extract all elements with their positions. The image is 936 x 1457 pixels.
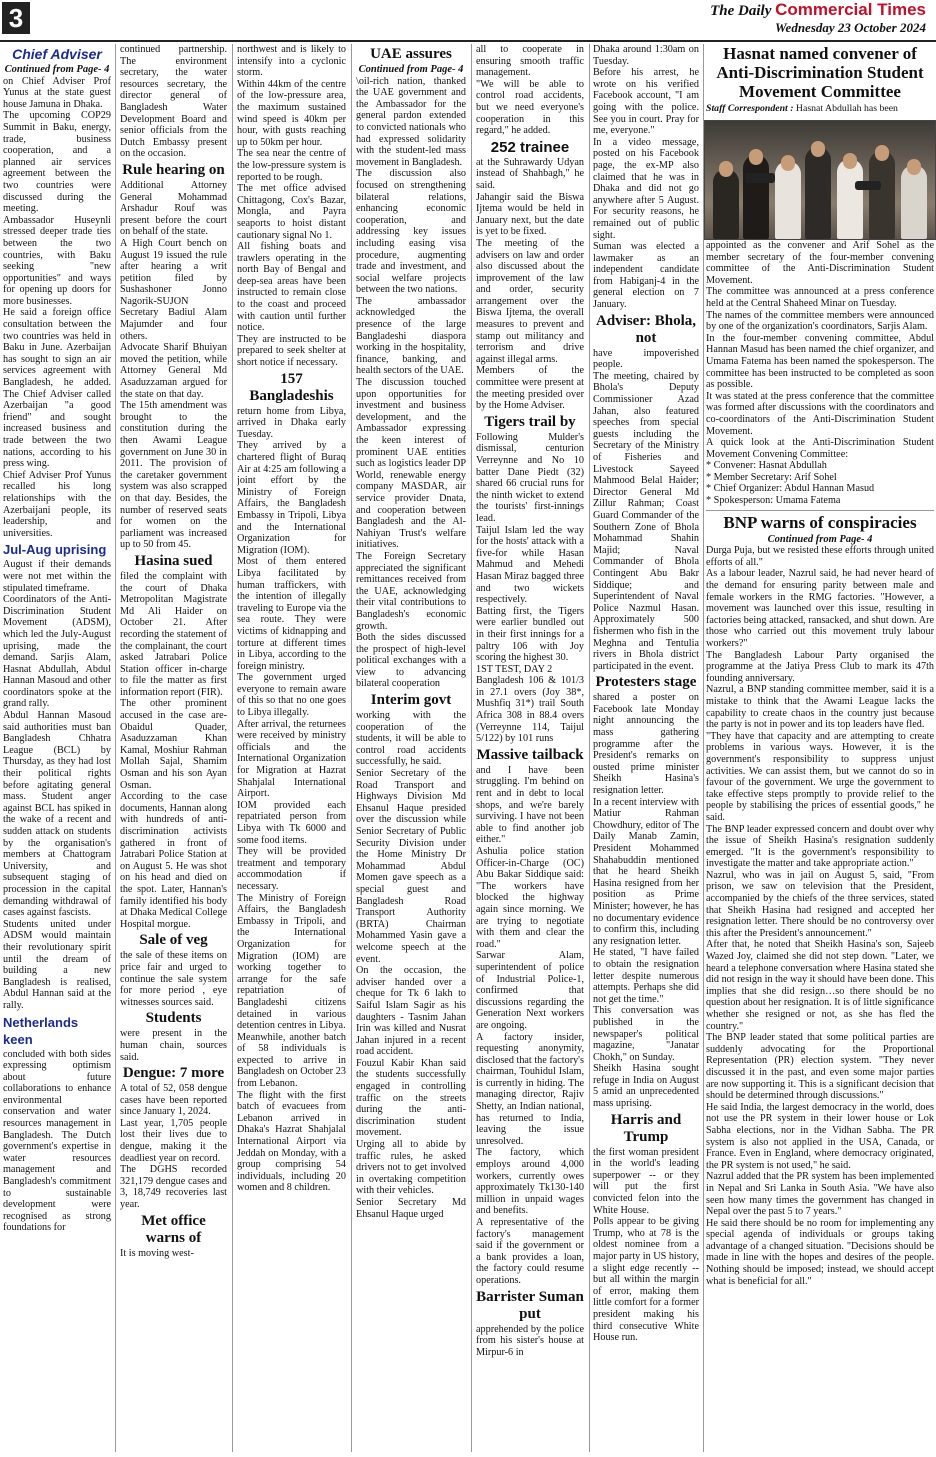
- section-divider: [706, 510, 934, 511]
- photo-face: [907, 159, 921, 175]
- paragraph: Senior Secretary of the Road Transport and Highways Division Md Ehsanul Haque presided over the discussion while Senior Secretary of Public Security Division under the Home Ministry Dr Mohammad Abdul Momen gave speech as a special guest and Bangladesh Road Transport Authority (BRTA) Chairman Mohammed Yasin gave a welcome speech at the event.: [356, 768, 466, 965]
- photo-figure: [775, 161, 801, 239]
- photo-figure: [713, 169, 739, 239]
- paragraph: The sea near the centre of the low-pressure system is reported to be rough.: [237, 148, 346, 183]
- paragraph: Additional Attorney General Mohammad Arshadur Rouf was present before the court on behalf of the state.: [120, 179, 227, 238]
- continued-label: Continued from Page- 4: [4, 64, 110, 75]
- headline-chief-adviser: Chief Adviser: [12, 46, 102, 62]
- paragraph: Bangladesh 106 & 101/3 in 27.1 overs (Joy 38*, Mushfiq 31*) trail South Africa 308 in 88.4 overs (Verreynne 114, Taijul 5/122) by 101 runs: [476, 675, 584, 745]
- paragraph: He said India, the largest democracy in the world, does not use the PR system in their lower house or Lok Sabha elections, nor in the Vidhan Sabha. The PR system is also not applied in the USA, Canada, or France. Even in England, where democracy originated, the PR system is not used," he said.: [706, 1101, 934, 1171]
- headline-sale-of-veg: Sale of veg: [139, 932, 208, 949]
- paragraph: It is moving west-: [120, 1247, 194, 1259]
- column-rule: [471, 44, 472, 1452]
- headline-students: Students: [145, 1010, 202, 1027]
- continued-label: Continued from Page- 4: [767, 533, 873, 545]
- paragraph: Nazrul added that the PR system has been implemented in Nepal and Sri Lanka in South Asia. "We have also seen how many times the government has changed in Nepal over the past 5 to 7 years.": [706, 1171, 934, 1218]
- paragraph: Sheikh Hasina sought refuge in India on August 5 amid an unprecedented mass uprising.: [593, 1063, 699, 1110]
- column-6: [593, 44, 699, 1452]
- column-5: [476, 44, 584, 1452]
- headline-barrister-suman: Barrister Suman put: [476, 1288, 584, 1322]
- paragraph: After arrival, the returnees were received by ministry officials and the International Organization for Migration at Hazrat Shahjalal International Airport.: [237, 718, 346, 800]
- paragraph: IOM provided each repatriated person from Libya with Tk 6000 and some food items.: [237, 799, 346, 846]
- paragraph: "We will be able to control road accidents, but we need everyone's cooperation in this regard," he added.: [476, 78, 584, 137]
- paragraph: A representative of the factory's management said if the government or a bank provides a loan, the factory could resume operations.: [476, 1217, 584, 1286]
- paragraph: After that, he noted that Sheikh Hasina's son, Sajeeb Wazed Joy, claimed she did not step down. "Later, we heard a telephone conversation where Hasina stated she did not resign in the way it should have been done. This implies that she did resign…so there should be no question about her resignation. It is of little significance whether she resigned or not, as she has fled the country.": [706, 939, 934, 1032]
- paragraph: He said a foreign office consultation between the two countries was held in Baku in June. Azerbaijan has sought to sign an air services agreement with Bangladesh, he added. The Chief Adviser called Azerbaijan "a good friend" and sought increased business and trade between the two nations, according to his press wing.: [3, 307, 111, 470]
- paragraph: As a labour leader, Nazrul said, he had never heard of the demand for ensuring parity between male and female workers in the RMG factories. "However, a movement was launched over this issue, resulting in factories being attacked, ransacked, and shut down. Are those who carried out this movement truly labour workers?": [706, 568, 934, 649]
- column-rule: [232, 44, 233, 1452]
- paragraph: Following Mulder's dismissal, centurion Verreynne and No 10 batter Dane Piedt (32) shared 66 crucial runs for the ninth wicket to extend the tourists' first-innings lead.: [476, 431, 584, 524]
- paragraph: Nazrul, a BNP standing committee member, said it is a mistake to think that the Awami League lacks the capability to create chaos in the country just because the party is not in power and its top leaders have fled.: [706, 684, 934, 731]
- paragraph: The discussion touched upon opportunities for investment and business development, and the Ambassador expressing the keen interest of prominent UAE entities such as logistics leader DP World, renewable energy company MASDAR, air service provider Dnata, and cooperation between Bangladesh and the Al-Nahiyan Trust's welfare initiatives.: [356, 377, 466, 551]
- paper-name: [710, 0, 926, 20]
- paragraph: The names of the committee members were announced by one of the organization's coordinators, Sarjis Alam.: [706, 309, 934, 333]
- column-rule: [115, 44, 116, 1452]
- paragraph: Fouzul Kabir Khan said the students successfully engaged in controlling traffic on the streets during the anti-discrimination student movement.: [356, 1057, 466, 1139]
- column-rule: [703, 44, 704, 1452]
- paragraph: Polls appear to be giving Trump, who at 78 is the oldest nominee from a major party in US history, a slight edge recently -- but all within the margin of error, making them little comfort for a former president making his third consecutive White House run.: [593, 1216, 699, 1344]
- headline-protesters-stage: Protesters stage: [595, 674, 697, 691]
- photo-figure: [901, 165, 927, 239]
- photo-face: [719, 161, 733, 177]
- photo-face: [875, 145, 889, 161]
- paragraph: working with the cooperation of the students, it will be able to control road accidents successfully, he said.: [356, 710, 466, 768]
- masthead: [0, 0, 936, 42]
- paragraph: Suman was elected a lawmaker as an independent candidate from Habiganj-4 in the general election on 7 January.: [593, 241, 699, 311]
- paragraph: The other prominent accused in the case are-Obaidul Quader, Asaduzzaman Khan Kamal, Moshiur Rahman Mollah Sajal, Shamim Osman and his son Ayan Osman.: [120, 698, 227, 791]
- paragraph: Within 44km of the centre of the low-pressure area, the maximum sustained wind speed is 40km per hour, with gusts reaching up to 50km per hour.: [237, 78, 346, 148]
- paragraph: all to cooperate in ensuring smooth traffic management.: [476, 44, 584, 79]
- paragraph: concluded with both sides expressing optimism about future collaborations to enhance environmental conservation and water resources management in Bangladesh. The Dutch government's expertise in water resources management and Bangladesh's commitment to sustainable development were recognised as strong foundations for: [3, 1048, 111, 1234]
- list-item: * Convener: Hasnat Abdullah: [706, 460, 827, 472]
- photo-figure: [837, 159, 863, 239]
- paragraph: In the four-member convening committee, Abdul Hannan Masud has been named the chief organizer, and Umama Fatema has been named the spokesperson. The committee has been instructed to be completed as soon as possible.: [706, 332, 934, 391]
- paragraph: A High Court bench on August 19 issued the rule after hearing a writ petition filed by Sushashoner Jonno Nagorik-SUJON Secretary Badiul Alam Majumder and four others.: [120, 237, 227, 342]
- column-2: [120, 44, 227, 1452]
- paragraph: He said there should be no room for implementing any special agenda of individuals or groups taking advantage of a changed situation. "Decisions should be made in line with the hopes and desires of the people. Nothing should be imposed; instead, we should accept what is beneficial for all.": [706, 1217, 934, 1287]
- headline-252-trainee: 252 trainee: [490, 138, 570, 156]
- hasnat-article-body: [706, 240, 934, 1452]
- paragraph: It was stated at the press conference that the committee was formed after discussions with the coordinators and co-coordinators of the Anti-Discrimination Student Movement.: [706, 390, 934, 437]
- paragraph: They will be provided treatment and temporary accommodation if necessary.: [237, 846, 346, 892]
- headline-harris-trump: Harris and Trump: [610, 1111, 682, 1145]
- paragraph: All fishing boats and trawlers operating in the north Bay of Bengal and deep-sea areas have been instructed to remain close to the coast and proceed with caution until further notice.: [237, 241, 346, 334]
- paragraph: Urging all to abide by traffic rules, he asked drivers not to get involved in overtaking competition with their vehicles.: [356, 1139, 466, 1197]
- paragraph: Dhaka around 1:30am on Tuesday.: [593, 44, 699, 67]
- headline-jul-aug-uprising: Jul-Aug uprising: [3, 542, 107, 558]
- paragraph: Durga Puja, but we resisted these efforts through united efforts of all.": [706, 545, 934, 568]
- column-rule: [589, 44, 590, 1452]
- photo-figure: [743, 155, 769, 239]
- continued-label: Continued from Page- 4: [358, 64, 464, 75]
- headline-massive-tailback: Massive tailback: [476, 746, 584, 763]
- paragraph: Abdul Hannan Masoud said authorities must ban Bangladesh Chhatra League (BCL) by Thursday, as they had lost their political rights before agitating general mass. Student anger against BCL has spiked in the wake of a recent and sudden attack on students by the organisation's members at Chattogram University, and subsequent staging of procession in the capital demanding withdrawal of cases against fascists.: [3, 710, 111, 919]
- list-item: * Spokesperson: Umama Fatema: [706, 495, 841, 507]
- paragraph: The committee was announced at a press conference held at the Central Shaheed Minar on Tuesday.: [706, 286, 934, 309]
- photo-face: [843, 153, 857, 169]
- paragraph: They arrived by a chartered flight of Buraq Air at 4:25 am following a joint effort by the Ministry of Foreign Affairs, the Bangladesh Embassy in Tripoli, Libya and the International Organization for Migration (IOM).: [237, 440, 346, 556]
- paragraph: Most of them entered Libya facilitated by human traffickers, with the intention of illegally traveling to Europe via the sea route. They were victims of kidnapping and torture at different times in Libya, according to the foreign ministry.: [237, 556, 346, 672]
- headline-hasina-sued: Hasina sued: [134, 552, 213, 569]
- paragraph: The 15th amendment was brought to the constitution during the then Awami League government on June 30 in 2011. The provision of the caretaker government system was also scrapped on that day. Besides, the number of reserved seats for women on the parliament was increased up to 50 from 45.: [120, 400, 227, 551]
- paper-name-prefix: The Daily: [710, 3, 772, 19]
- news-photo: [704, 120, 936, 240]
- microphone-icon: [855, 181, 881, 190]
- paragraph: The Ministry of Foreign Affairs, the Bangladesh Embassy in Tripoli, and the International Organization for Migration (IOM) are working together to arrange for the safe repatriation of Bangladeshi citizens detained in various detention centres in Libya.: [237, 892, 346, 1032]
- paragraph: In a recent interview with Matiur Rahman Chowdhury, editor of The Daily Manab Zamin, President Mohammed Shahabuddin mentioned that he heard Sheikh Hasina resigned from her position as Prime Minister; however, he has no documentary evidence to confirm this, including any resignation letter.: [593, 796, 699, 947]
- list-item: * Member Secretary: Arif Sohel: [706, 471, 837, 483]
- paragraph: The upcoming COP29 Summit in Baku, energy, trade, business cooperation, and a planned air services agreement between the two countries were discussed during the meeting.: [3, 110, 111, 215]
- paragraph: Chief Adviser Prof Yunus recalled his long relationships with the Azerbaijani people, its leadership, and universities.: [3, 469, 111, 539]
- paragraph: The BNP leader expressed concern and doubt over why the issue of Sheikh Hasina's resignation suddenly emerged. "It is the government's responsibility to investigate the matter and take appropriate action.": [706, 823, 934, 870]
- paragraph: Students united under ADSM would maintain their revolutionary spirit until the dream of building a new Bangladesh is realised, Abdul Hannan said at the rally.: [3, 918, 111, 1011]
- paragraph: Last year, 1,705 people lost their lives due to dengue, making it the deadliest year on record.: [120, 1117, 227, 1164]
- photo-figure: [869, 151, 895, 239]
- paragraph: According to the case documents, Hannan along with hundreds of anti-discrimination activists gathered in front of Jatrabari Police Station at on August 5. He was shot on his head and died on the spot. Later, Hannan's family identified his body at Dhaka Medical College Hospital morgue.: [120, 791, 227, 930]
- photo-face: [749, 149, 763, 165]
- headline-interim-govt: Interim govt: [370, 692, 452, 709]
- paragraph: Taijul Islam led the way for the hosts' attack with a five-for while Hasan Mahmud and Mehedi Hasan Miraz bagged three and two wickets respectively.: [476, 524, 584, 606]
- headline-bnp-warns: BNP warns of conspiracies: [723, 512, 917, 532]
- paragraph: The discussion also focused on strengthening bilateral relations, enhancing economic cooperation, and addressing key issues including easing visa procedure, augmenting trade and investment, and social welfare projects between the two nations.: [356, 168, 466, 296]
- paragraph: \oil-rich nation, thanked the UAE government and the Ambassador for the general pardon extended to convicted nationals who had expressed solidarity with the student-led mass movement in Bangladesh.: [356, 75, 466, 168]
- paragraph: the first woman president in the world's leading superpower -- or they will put the first convicted felon into the White House.: [593, 1146, 699, 1216]
- paragraph: have impoverished people.: [593, 347, 699, 371]
- paragraph: Advocate Sharif Bhuiyan moved the petition, while Attorney General Md Asaduzzaman argued for the state on that day.: [120, 342, 227, 400]
- paragraph: The flight with the first batch of evacuees from Lebanon arrived in Dhaka's Hazrat Shahjalal International Airport via Jeddah on Monday, with a group comprising 54 individuals, including 20 women and 8 children.: [237, 1089, 346, 1194]
- microphone-icon: [745, 173, 775, 183]
- paragraph: Nazrul, who was in jail on August 5, said, "From prison, we saw on television that the President, accompanied by the chiefs of the three services, stated that Sheikh Hasina had resigned and accepted her resignation letter. There should be no controversy over this after the President's announcement.": [706, 869, 934, 939]
- paragraph: return home from Libya, arrived in Dhaka early Tuesday.: [237, 405, 346, 440]
- paragraph: This conversation was published in the newspaper's political magazine, "Janatar Chokh," on Sunday.: [593, 1005, 699, 1063]
- paragraph: The DGHS recorded 321,179 dengue cases and 3, 18,749 recoveries last year.: [120, 1164, 227, 1211]
- paragraph: apprehended by the police from his sister's house at Mirpur-6 in: [476, 1323, 584, 1358]
- paragraph: The Bangladesh Labour Party organised the programme at the Jatiya Press Club to mark its 47th founding anniversary.: [706, 649, 934, 684]
- paragraph: and I have been struggling. I'm behind on rent and in debt to local shops, and we're barely surviving. I have not been able to find another job either.": [476, 764, 584, 846]
- paragraph: appointed as the convener and Arif Sohel as the member secretary of the four-member convening committee of the Anti-Discrimination Student Movement.: [706, 240, 934, 286]
- paragraph: continued partnership. The environment secretary, the water resources secretary, the director general of Bangladesh Water Development Board and senior officials from the Dutch Embassy present on the occasion.: [120, 44, 227, 160]
- photo-face: [781, 155, 795, 171]
- paragraph: The BNP leader stated that some political parties are suddenly advocating for the Proportional Representation (PR) election system. "They never discussed it in the past, and even some major parties are now supporting it. This is a significant decision that should be determined through discussions.": [706, 1032, 934, 1102]
- paragraph: Jahangir said the Biswa Ijtema would be held in January next, but the date is yet to be fixed.: [476, 191, 584, 238]
- byline-label: Staff Correspondent :: [706, 103, 794, 114]
- paragraph: The Foreign Secretary appreciated the significant remittances received from the UAE, acknowledging their vital contributions to Bangladesh's economic growth.: [356, 550, 466, 632]
- headline-met-office: Met office warns of: [141, 1212, 206, 1246]
- paragraph: The government urged everyone to remain aware of this so that no one goes to Libya illegally.: [237, 672, 346, 719]
- column-3: [237, 44, 346, 1452]
- hasnat-article-top: [706, 44, 934, 115]
- page-number: 3: [2, 2, 30, 34]
- paragraph: The meeting of the advisers on law and order also discussed about the improvement of the law and order, security arrangement over the Biswa Ijtema, the overall measures to prevent and stamp out militancy and terrorism and drive against illegal arms.: [476, 237, 584, 365]
- headline-tigers-trail: Tigers trail by: [484, 413, 576, 430]
- photo-face: [811, 141, 825, 157]
- paragraph: On the occasion, the adviser handed over a cheque for Tk 6 lakh to Saiful Islam Sagir as his daughters - Tasnim Jahan Irin was killed and Nusrat Jahan injured in a recent road accident.: [356, 965, 466, 1058]
- paragraph: The meeting, chaired by Bhola's Deputy Commissioner Azad Jahan, also featured speeches from special guests including the Secretary of the Ministry of Fisheries and Livestock Sayeed Mahmood Belal Haider; Director General Md Zillur Rahman; Coast Guard Commander of the Southern Zone of Bhola Mohammad Shahin Majid; Naval Commander of Bhola Contingent Abu Bakr Siddique; and Superintendent of Naval Police Nazmul Hasan. Approximately 500 fishermen who fish in the Meghna and Tentulia rivers in Bhola district participated in the event.: [593, 370, 699, 672]
- issue-date: Wednesday 23 October 2024: [774, 20, 926, 35]
- lead-start: Hasnat Abdullah has been: [795, 103, 898, 114]
- column-rule: [351, 44, 352, 1452]
- headline-uae-assures: UAE assures: [370, 46, 452, 62]
- paragraph: the sale of these items on price fair and urged to continue the sale system for more period , eye witnesses sources said.: [120, 950, 227, 1008]
- paragraph: were present in the human chain, sources said.: [120, 1028, 227, 1063]
- headline-adviser-bhola: Adviser: Bhola, not: [595, 312, 696, 346]
- paragraph: filed the complaint with the court of Dhaka Metropolitan Magistrate Md Ali Haider on October 21. After recording the statement of the complainant, the court asked Jatrabari Police Station officer in-charge to file the matter as first information report (FIR).: [120, 570, 227, 698]
- paragraph: Coordinators of the Anti-Discrimination Student Movement (ADSM), which led the July-August uprising, made the demand. Sarjis Alam, Hasnat Abdullah, Abdul Hannan Masoud and other coordinators spoke at the grand rally.: [3, 594, 111, 710]
- paragraph: at the Suhrawardy Udyan instead of Shahbagh," he said.: [476, 156, 584, 191]
- paragraph: The met office advised Chittagong, Cox's Bazar, Mongla, and Payra seaports to hoist distant cautionary signal No 1.: [237, 183, 346, 241]
- masthead-right: [710, 0, 926, 36]
- paragraph: The factory, which employs around 4,000 workers, currently owes approximately Tk130-140 million in unpaid wages and benefits.: [476, 1147, 584, 1217]
- paragraph: A total of 52, 058 dengue cases have been reported since January 1, 2024.: [120, 1083, 227, 1118]
- paper-name-main: Commercial Times: [775, 0, 926, 19]
- paragraph: shared a poster on Facebook late Monday night announcing the mass gathering programme after the President's remarks on ousted prime minister Sheikh Hasina's resignation letter.: [593, 692, 699, 797]
- paragraph: The ambassador acknowledged the presence of the large Bangladeshi diaspora working in the hospitality, finance, banking, and health sectors of the UAE.: [356, 295, 466, 377]
- column-4: [356, 44, 466, 1452]
- headline-dengue: Dengue: 7 more: [122, 1065, 225, 1082]
- paragraph: Ambassador Huseynli stressed deeper trade ties between the two countries, with Baku seeking "new opportunities" and ways for opening up doors for more businesses.: [3, 214, 111, 307]
- paragraph: They are instructed to be prepared to seek shelter at short notice if necessary.: [237, 333, 346, 369]
- byline-row: [706, 103, 934, 115]
- paragraph: 1ST TEST, DAY 2: [476, 663, 553, 675]
- paragraph: Meanwhile, another batch of 58 individuals is expected to arrive in Bangladesh on October 23 from Lebanon.: [237, 1031, 346, 1090]
- paragraph: Members of the committee were present at the meeting presided over by the Home Adviser.: [476, 365, 584, 412]
- list-item: * Chief Organizer: Abdul Hannan Masud: [706, 483, 875, 495]
- paragraph: "They have that capacity and are attempting to create problems in various ways. However, it is the government's responsibility to suppress unjust activities. We can assist them, but we cannot do so in favour of the government. We urge the government to take effective steps promptly to provide relief to the people by stabilising the prices of essential goods," he said.: [706, 730, 934, 823]
- paragraph: A factory insider, requesting anonymity, disclosed that the factory's chairman, Touhidul Islam, is currently in hiding. The managing director, Rajiv Shetty, an Indian national, has returned to India, leaving the issue unresolved.: [476, 1031, 584, 1147]
- paragraph: Ashulia police station Officer-in-Charge (OC) Abu Bakar Siddique said: "The workers have blocked the highway again since morning. We are trying to negotiate with them and clear the road.": [476, 846, 584, 950]
- paragraph: In a video message, posted on his Facebook page, the ex-MP also claimed that he was in Dhaka and did not go anywhere after 5 August. For security reasons, he remained out of public sight.: [593, 136, 699, 241]
- paragraph: on Chief Adviser Prof Yunus at the state guest house Jamuna in Dhaka.: [3, 75, 111, 110]
- paragraph: Batting first, the Tigers were earlier bundled out in their first innings for a paltry 106 with Joy scoring the highest 30.: [476, 605, 584, 664]
- paragraph: northwest and is likely to intensify into a cyclonic storm.: [237, 44, 346, 79]
- paragraph: Senior Secretary Md Ehsanul Haque urged: [356, 1197, 466, 1220]
- headline-hasnat-named: Hasnat named convener of Anti-Discrimination Student Movement Committee: [716, 44, 924, 101]
- paragraph: Before his arrest, he wrote on his verified Facebook account, "I am going with the police. See you in court. Pray for me, everyone.": [593, 67, 699, 137]
- paragraph: A quick look at the Anti-Discrimination Student Movement Convening Committee:: [706, 437, 934, 460]
- headline-netherlands-keen: Netherlands keen: [3, 1014, 79, 1047]
- photo-figure: [805, 147, 831, 239]
- headline-rule-hearing: Rule hearing on: [122, 161, 225, 178]
- column-1: [3, 44, 111, 1452]
- headline-157-bangladeshis: 157 Bangladeshis: [249, 370, 334, 404]
- paragraph: Both the sides discussed the prospect of high-level political exchanges with a view to advancing bilateral cooperation: [356, 632, 466, 690]
- paragraph: August if their demands were not met within the stipulated timeframe.: [3, 559, 111, 594]
- paragraph: Sarwar Alam, superintendent of police of Industrial Police-1, confirmed that discussions regarding the Generation Next workers are ongoing.: [476, 950, 584, 1031]
- paragraph: He stated, "I have failed to obtain the resignation letter despite numerous attempts. Perhaps she did not get the time.": [593, 947, 699, 1005]
